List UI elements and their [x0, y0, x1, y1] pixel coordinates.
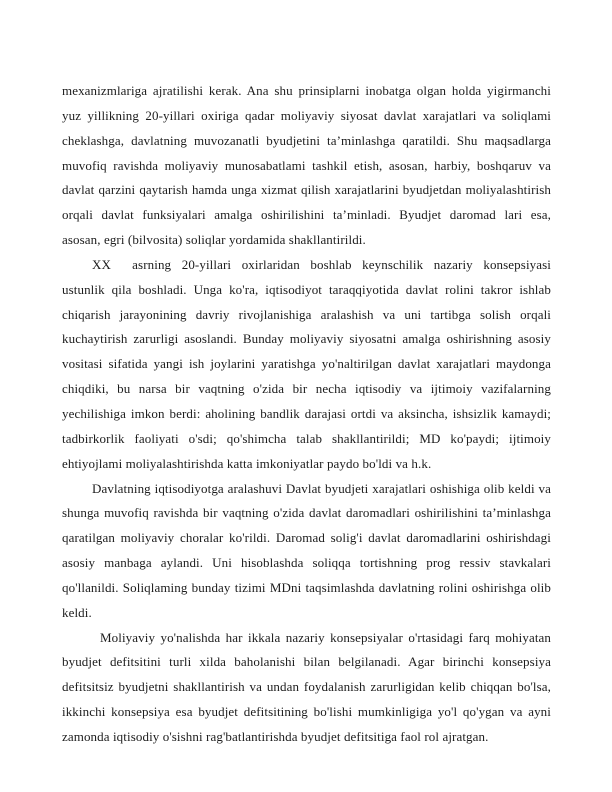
- text-line: Moliyaviy yo'nalishda har ikkala nazariy konsepsiyalar o'rtasidagi farq mohiyatan: [100, 629, 551, 645]
- paragraph: [62, 253, 551, 477]
- text-line: shunga muvofiq ravishda bir vaqtning o'zida davlat daromadlari oshirilishini ta’minlashga: [62, 505, 551, 521]
- text-block: [62, 79, 551, 750]
- text-line: asosan, egri (bilvosita) soliqlar yordamida shakllantirildi.: [62, 232, 366, 248]
- text-line: keldi.: [62, 604, 92, 620]
- text-line: ehtiyojlami moliyalashtirishda katta imkoniyatlar paydo bo'ldi va h.k.: [62, 455, 432, 471]
- text-line: asosiy manbaga aylandi. Uni hisoblashda soliqqa tortishning prog ressiv stavkalari: [62, 555, 551, 571]
- paragraph: [62, 477, 551, 626]
- text-line: byudjet defitsitini turli xilda baholanishi bilan belgilanadi. Agar birinchi konsepsiya: [62, 654, 551, 670]
- text-line: chiqdiki, bu narsa bir vaqtning o'zida bir necha iqtisodiy va ijtimoiy vazifalarning: [62, 381, 551, 397]
- text-line: XX asrning 20-yillari oxirlaridan boshlab keynschilik nazariy konsepsiyasi: [92, 256, 551, 272]
- text-line: Davlatning iqtisodiyotga aralashuvi Davlat byudjeti xarajatlari oshishiga olib keldi va: [92, 480, 551, 496]
- text-line: defitsitsiz byudjetni shakllantirish va undan foydalanish zarurligidan kelib chiqqan bo'lsa,: [62, 679, 551, 695]
- text-line: qaratilgan moliyaviy choralar ko'rildi. Daromad solig'i davlat daromadlarini oshirishdagi: [62, 530, 551, 546]
- text-line: vositasi sifatida yangi ish joylarini yaratishga yo'naltirilgan davlat xarajatlari maydonga: [62, 356, 551, 372]
- text-line: muvofiq ravishda moliyaviy munosabatlami tashkil etish, asosan, harbiy, boshqaruv va: [62, 157, 551, 173]
- paragraph: [62, 626, 551, 750]
- text-line: kuchaytirish zarurligi asoslandi. Bunday moliyaviy siyosatni amalga oshirishning asosiy: [62, 331, 551, 347]
- text-line: tadbirkorlik faoliyati o'sdi; qo'shimcha talab shakllantirildi; MD ko'paydi; ijtimoiy: [62, 430, 551, 446]
- text-line: davlat qarzini qaytarish hamda unga xizmat qilish xarajatlarini byudjetdan moliyalashtirish: [62, 182, 551, 198]
- text-line: chiqarish jarayonining davriy rivojlanishiga aralashish va uni tartibga solish orqali: [62, 306, 551, 322]
- text-line: cheklashga, davlatning muvozanatli byudjetini ta’minlashga qaratildi. Shu maqsadlarga: [62, 132, 551, 148]
- text-line: yechilishiga imkon berdi: aholining bandlik darajasi ortdi va aksincha, ishsizlik kamaydi;: [62, 405, 551, 421]
- text-line: zamonda iqtisodiy o'sishni rag'batlantirishda byudjet defitsitiga faol rol ajratgan.: [62, 728, 489, 744]
- text-line: qo'llanildi. Soliqlaming bunday tizimi MDni taqsimlashda davlatning rolini oshirishga olib: [62, 579, 551, 595]
- text-line: ustunlik qila boshladi. Unga ko'ra, iqtisodiyot taraqqiyotida davlat rolini takror ishlab: [62, 281, 551, 297]
- text-line: yuz yillikning 20-yillari oxiriga qadar moliyaviy siyosat davlat xarajatlari va soliqlami: [62, 107, 551, 123]
- paragraph: [62, 79, 551, 253]
- text-line: mexanizmlariga ajratilishi kerak. Ana shu prinsiplarni inobatga olgan holda yigirmanchi: [62, 83, 551, 98]
- text-line: orqali davlat funksiyalari amalga oshirilishini ta’minladi. Byudjet daromad lari esa,: [62, 207, 551, 223]
- text-line: ikkinchi konsepsiya esa byudjet defitsitining bo'lishi mumkinligiga yo'l qo'ygan va ayni: [62, 704, 551, 720]
